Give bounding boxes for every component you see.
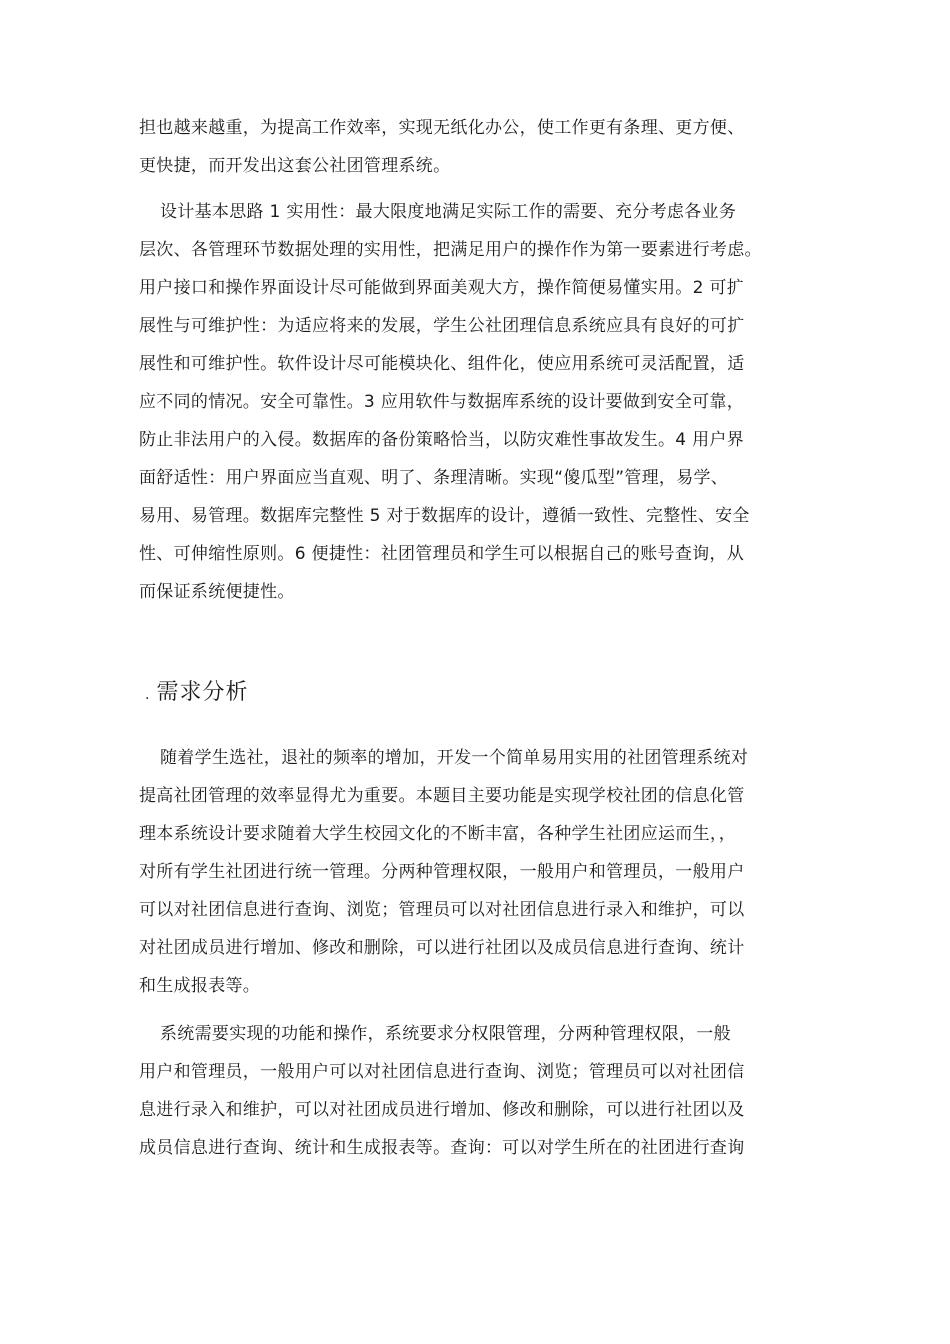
paragraph-line: 防止非法用户的入侵。数据库的备份策略恰当，以防灾难性事故发生。4 用户界 bbox=[139, 430, 745, 450]
paragraph-line: 可以对社团信息进行查询、浏览；管理员可以对社团信息进行录入和维护，可以 bbox=[139, 900, 745, 920]
paragraph-line: 用户接口和操作界面设计尽可能做到界面美观大方，操作简便易懂实用。2 可扩 bbox=[139, 278, 745, 298]
paragraph-line: 层次、各管理环节数据处理的实用性，把满足用户的操作作为第一要素进行考虑。 bbox=[139, 240, 762, 260]
paragraph-line: 息进行录入和维护，可以对社团成员进行增加、修改和删除，可以进行社团以及 bbox=[139, 1100, 745, 1120]
heading-dot: . bbox=[145, 687, 151, 703]
paragraph-line: 用户和管理员，一般用户可以对社团信息进行查询、浏览；管理员可以对社团信 bbox=[139, 1062, 745, 1082]
paragraph-line: 设计基本思路 1 实用性：最大限度地满足实际工作的需要、充分考虑各业务 bbox=[160, 202, 737, 222]
section-heading bbox=[145, 679, 248, 709]
paragraph-line: 系统需要实现的功能和操作，系统要求分权限管理，分两种管理权限，一般 bbox=[160, 1024, 731, 1044]
paragraph-line: 对社团成员进行增加、修改和删除，可以进行社团以及成员信息进行查询、统计 bbox=[139, 938, 745, 958]
paragraph-line: 展性和可维护性。软件设计尽可能模块化、组件化，使应用系统可灵活配置，适 bbox=[139, 354, 745, 374]
paragraph-line: 和生成报表等。 bbox=[139, 976, 261, 996]
paragraph-line: 性、可伸缩性原则。6 便捷性：社团管理员和学生可以根据自己的账号查询，从 bbox=[139, 544, 745, 564]
paragraph-line: 担也越来越重，为提高工作效率，实现无纸化办公，使工作更有条理、更方便、 bbox=[139, 118, 745, 138]
paragraph-line: 展性与可维护性：为适应将来的发展，学生公社团理信息系统应具有良好的可扩 bbox=[139, 316, 745, 336]
heading-title: 需求分析 bbox=[156, 680, 249, 705]
paragraph-line: 面舒适性：用户界面应当直观、明了、条理清晰。实现“傻瓜型”管理，易学、 bbox=[139, 468, 729, 488]
paragraph-line: 提高社团管理的效率显得尤为重要。本题目主要功能是实现学校社团的信息化管 bbox=[139, 786, 745, 806]
paragraph-line: 易用、易管理。数据库完整性 5 对于数据库的设计，遵循一致性、完整性、安全 bbox=[139, 506, 750, 526]
paragraph-line: 应不同的情况。安全可靠性。3 应用软件与数据库系统的设计要做到安全可靠， bbox=[139, 392, 745, 412]
paragraph-line: 成员信息进行查询、统计和生成报表等。查询：可以对学生所在的社团进行查询 bbox=[139, 1138, 745, 1158]
paragraph-line: 理本系统设计要求随着大学生校园文化的不断丰富，各种学生社团应运而生，， bbox=[139, 824, 736, 844]
paragraph-line: 更快捷，而开发出这套公社团管理系统。 bbox=[139, 156, 451, 176]
paragraph-line: 而保证系统便捷性。 bbox=[139, 582, 295, 602]
paragraph-line: 随着学生选社，退社的频率的增加，开发一个简单易用实用的社团管理系统对 bbox=[160, 748, 749, 768]
paragraph-line: 对所有学生社团进行统一管理。分两种管理权限，一般用户和管理员，一般用户 bbox=[139, 862, 745, 882]
